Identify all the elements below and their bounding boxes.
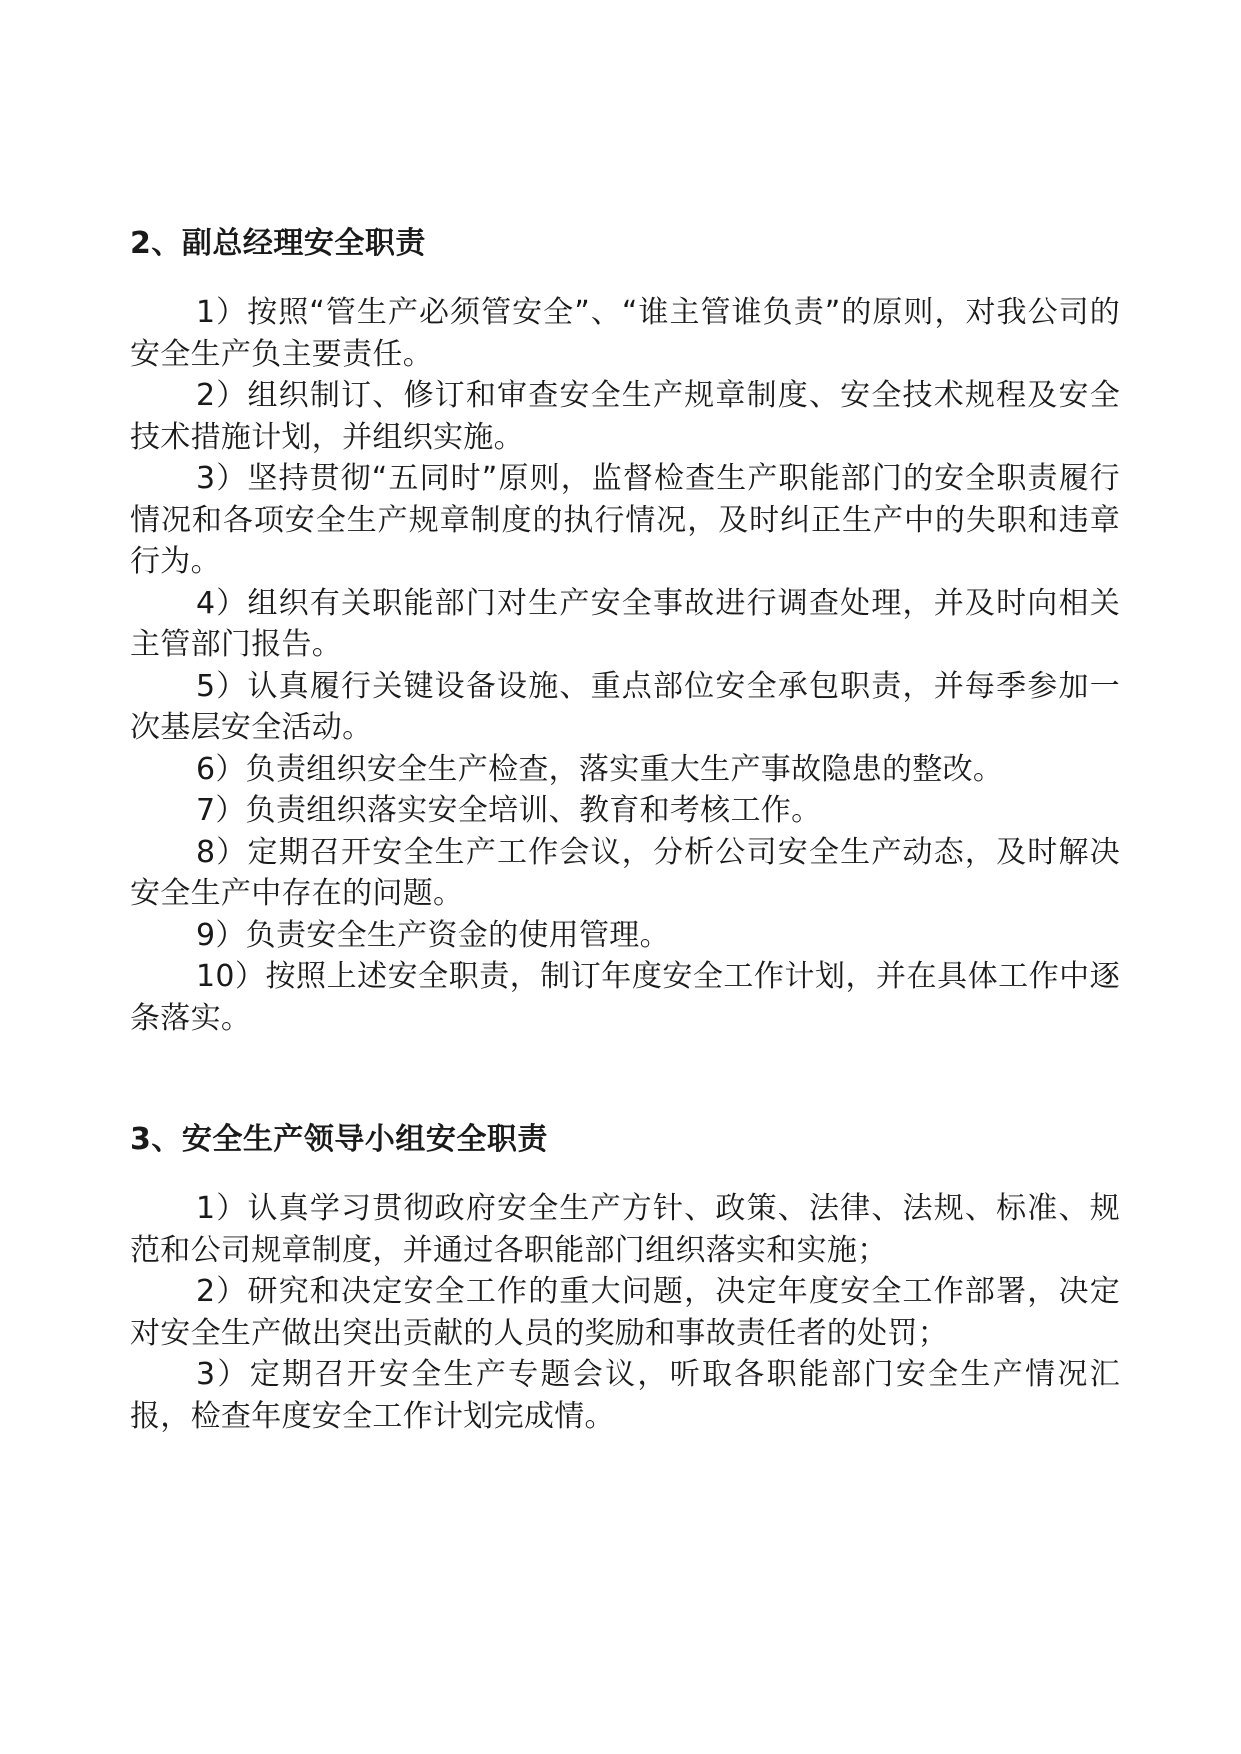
duty-list	[130, 1188, 1120, 1437]
duty-item: 2）组织制订、修订和审查安全生产规章制度、安全技术规程及安全技术措施计划，并组织实施。	[130, 378, 1120, 455]
section-heading: 3、安全生产领导小组安全职责	[130, 1122, 548, 1157]
duty-item: 1）认真学习贯彻政府安全生产方针、政策、法律、法规、标准、规范和公司规章制度，并通过各职能部门组织落实和实施；	[130, 1191, 1120, 1268]
duty-item: 10）按照上述安全职责，制订年度安全工作计划，并在具体工作中逐条落实。	[130, 959, 1120, 1036]
duty-item: 8）定期召开安全生产工作会议，分析公司安全生产动态，及时解决安全生产中存在的问题。	[130, 834, 1120, 911]
duty-item: 1）按照“管生产必须管安全”、“谁主管谁负责”的原则，对我公司的安全生产负主要责任。	[130, 295, 1120, 372]
duty-item: 7）负责组织落实安全培训、教育和考核工作。	[196, 793, 822, 828]
duty-item: 9）负责安全生产资金的使用管理。	[196, 917, 670, 953]
duty-item: 3）定期召开安全生产专题会议，听取各职能部门安全生产情况汇报，检查年度安全工作计划完成情。	[130, 1357, 1120, 1434]
section-deputy-general-manager-duties	[130, 222, 1120, 1039]
duty-list	[130, 292, 1120, 1039]
duty-item: 5）认真履行关键设备设施、重点部位安全承包职责，并每季参加一次基层安全活动。	[130, 668, 1120, 745]
section-safety-leadership-group-duties	[130, 1118, 1120, 1437]
duty-item: 2）研究和决定安全工作的重大问题，决定年度安全工作部署，决定对安全生产做出突出贡献的人员的奖励和事故责任者的处罚；	[130, 1274, 1120, 1351]
duty-item: 4）组织有关职能部门对生产安全事故进行调查处理，并及时向相关主管部门报告。	[130, 585, 1120, 662]
duty-item: 6）负责组织安全生产检查，落实重大生产事故隐患的整改。	[196, 751, 1004, 787]
duty-item: 3）坚持贯彻“五同时”原则，监督检查生产职能部门的安全职责履行情况和各项安全生产规章制度的执行情况，及时纠正生产中的失职和违章行为。	[130, 461, 1120, 579]
section-heading: 2、副总经理安全职责	[130, 226, 426, 261]
